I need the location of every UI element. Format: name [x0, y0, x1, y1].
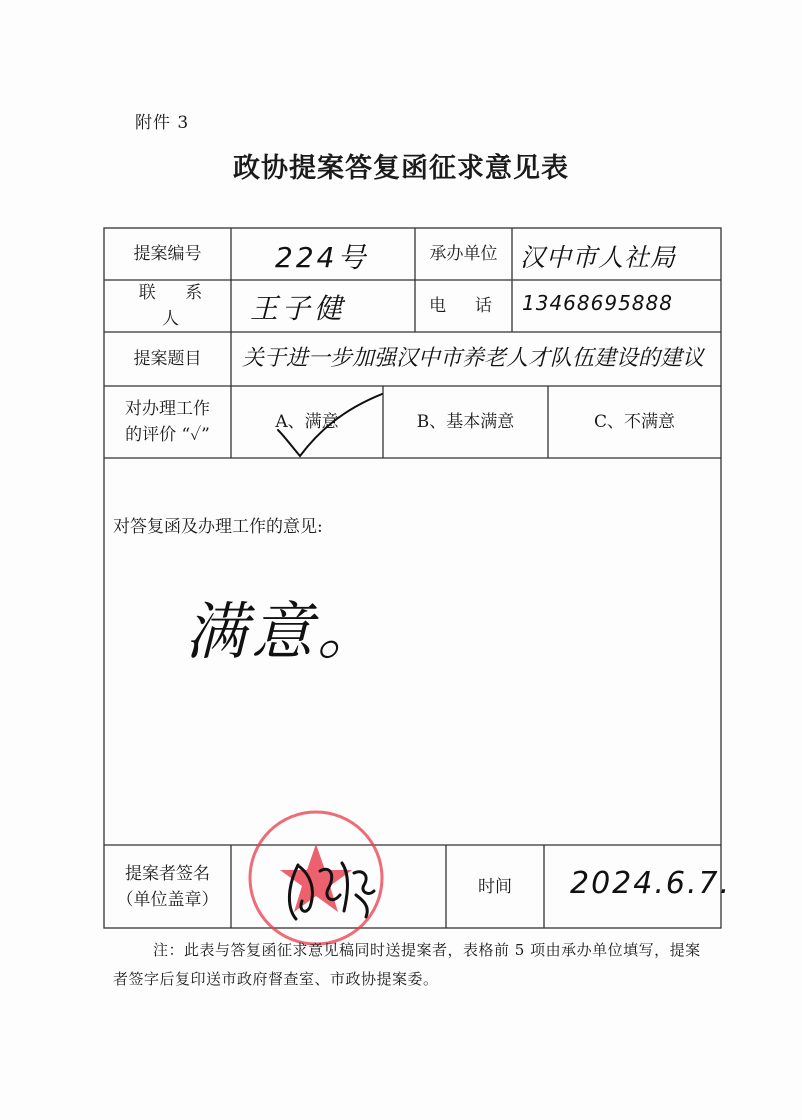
time-value: 2024.6.7. — [570, 866, 732, 901]
evaluation-label — [104, 386, 231, 458]
attachment-label: 附件 3 — [135, 113, 190, 133]
handling-unit-value: 汉中市人社局 — [520, 243, 677, 272]
handling-unit-label: 承办单位 — [429, 244, 498, 264]
signature-label-line1: 提案者签名 — [125, 863, 210, 884]
signature-label-line2: （单位盖章） — [116, 889, 219, 910]
evaluation-label-line2: 的评价 “✓” — [125, 425, 210, 445]
comment-label: 对答复函及办理工作的意见: — [113, 517, 323, 537]
proposal-number-value: 224号 — [275, 241, 369, 274]
contact-person-value: 王子健 — [250, 292, 347, 325]
handwritten-signature — [270, 845, 390, 925]
signature-label — [104, 845, 231, 928]
evaluation-label-line1: 对办理工作 — [125, 399, 210, 419]
option-a-satisfied[interactable]: A、满意 — [275, 412, 339, 432]
phone-label: 电 话 — [429, 296, 498, 316]
phone-value: 13468695888 — [522, 291, 673, 315]
option-b-basically-satisfied[interactable]: B、基本满意 — [416, 412, 515, 432]
document-title: 政协提案答复函征求意见表 — [233, 153, 569, 184]
time-label: 时间 — [478, 876, 512, 897]
option-c-unsatisfied[interactable]: C、不满意 — [593, 412, 675, 432]
proposal-topic-value: 关于进一步加强汉中市养老人才队伍建设的建议 — [242, 346, 705, 371]
checkmark-icon — [270, 392, 390, 462]
proposal-topic-label: 提案题目 — [133, 349, 202, 369]
footnote: 注：此表与答复函征求意见稿同时送提案者，表格前 5 项由承办单位填写，提案者签字后复印送市政府督查室、市政协提案委。 — [113, 941, 701, 988]
contact-person-label: 联 系 人 — [138, 283, 215, 329]
comment-handwritten: 满意。 — [185, 595, 384, 668]
proposal-number-label: 提案编号 — [133, 244, 202, 264]
